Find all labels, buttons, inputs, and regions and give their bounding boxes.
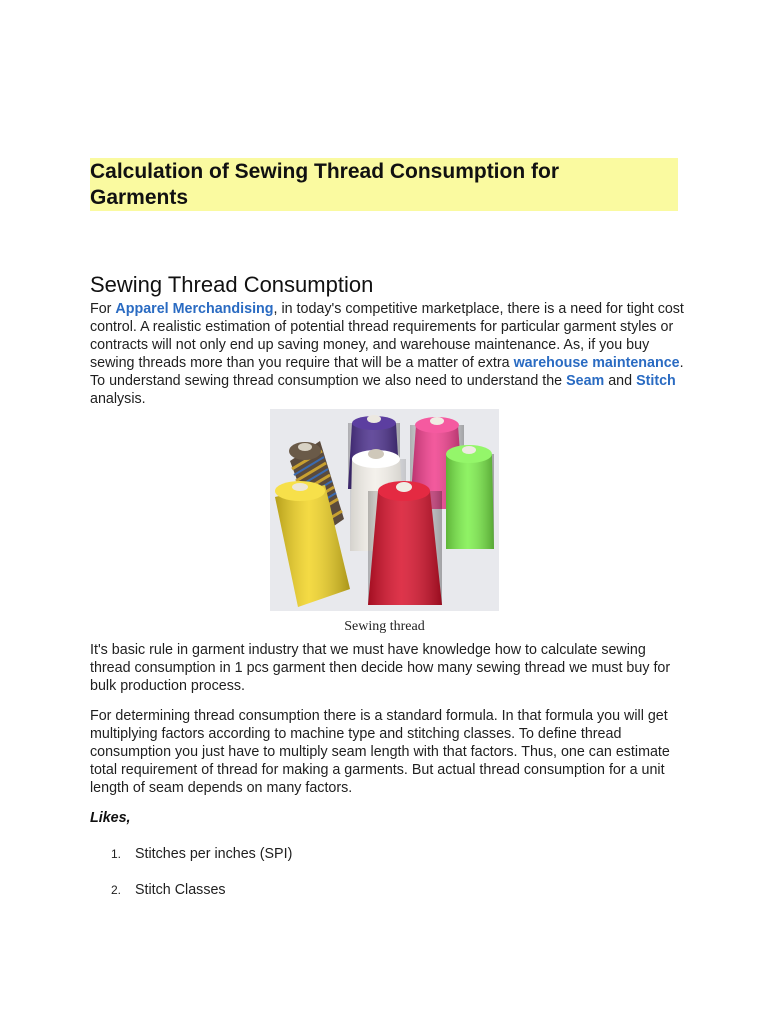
list-item-text: Stitch Classes	[135, 882, 226, 898]
red-spool	[368, 481, 442, 605]
page-title: Calculation of Sewing Thread Consumption for Garments	[90, 160, 560, 209]
intro-text-5: analysis.	[90, 391, 146, 407]
thread-spools-image	[270, 409, 499, 611]
thread-spools-icon	[270, 409, 499, 611]
apparel-merchandising-link[interactable]: Apparel Merchandising	[115, 301, 274, 317]
intro-text-2: , in today's competitive marketplace, there is a need for tight cost control. A realistic estimation of potential thread requirements for particular garment styles or contracts will not only end up saving money, and warehouse maintenance. As, if you buy sewing threads more than you require that will be a matter of extra	[90, 301, 684, 371]
title-highlight-box	[90, 158, 678, 211]
list-number: 1.	[111, 847, 122, 861]
likes-label: Likes,	[90, 810, 131, 826]
list-number: 2.	[111, 883, 122, 897]
stitch-link[interactable]: Stitch	[636, 373, 676, 389]
green-spool	[446, 445, 494, 549]
image-caption: Sewing thread	[344, 619, 425, 634]
seam-link[interactable]: Seam	[566, 373, 605, 389]
section-heading: Sewing Thread Consumption	[90, 272, 374, 297]
list-item	[111, 882, 226, 898]
intro-paragraph	[90, 300, 690, 408]
intro-text-1: For	[90, 301, 116, 317]
paragraph-standard-formula: For determining thread consumption there is a standard formula. In that formula you will get multiplying factors according to machine type and stitching classes. To define thread consumption you just have to multiply seam length with that factors. Thus, one can estimate total requirement of thread for making a garments. But actual thread consumption for a unit length of seam depends on many factors.	[90, 708, 670, 796]
warehouse-maintenance-link[interactable]: warehouse maintenance	[513, 355, 680, 371]
list-item	[111, 846, 292, 862]
paragraph-basic-rule: It's basic rule in garment industry that we must have knowledge how to calculate sewing thread consumption in 1 pcs garment then decide how many sewing thread we must buy for bulk production process.	[90, 642, 671, 694]
intro-text-4: and	[604, 373, 637, 389]
list-item-text: Stitches per inches (SPI)	[135, 846, 293, 862]
intro-text-3: . To understand sewing thread consumption we also need to understand the	[90, 355, 684, 389]
